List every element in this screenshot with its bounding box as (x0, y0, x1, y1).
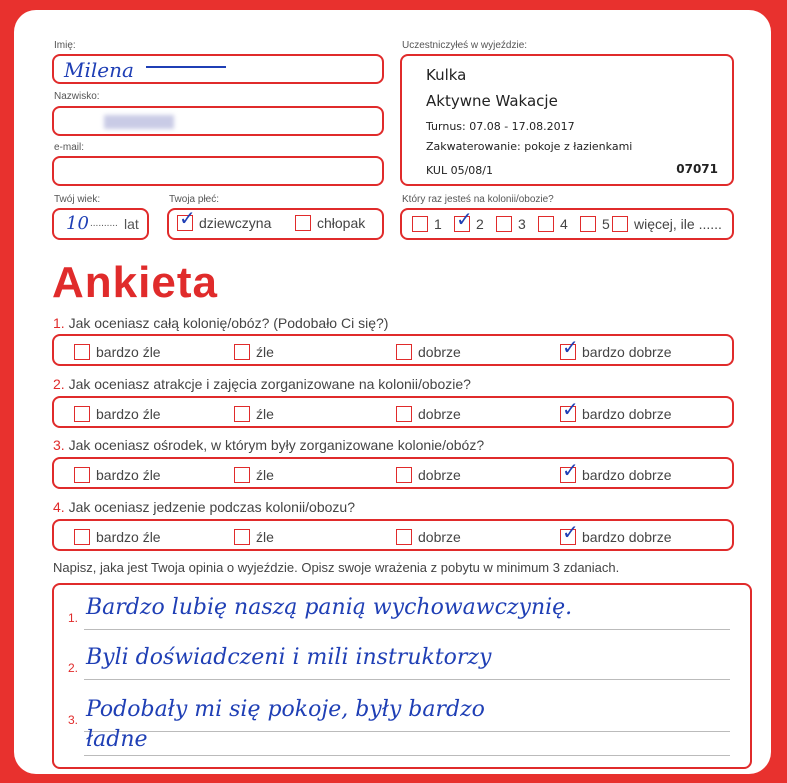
blurred-surname (104, 115, 174, 129)
rating-option[interactable] (396, 467, 461, 483)
times-option-more[interactable] (612, 216, 722, 232)
rating-label: dobrze (418, 406, 461, 422)
trip-label: Uczestniczyłeś w wyjeździe: (402, 40, 528, 51)
times-option-4[interactable] (538, 216, 568, 232)
trip-code: KUL 05/08/1 (426, 164, 493, 177)
times-label-2: 2 (476, 216, 484, 232)
opinion-line-1: Bardzo lubię naszą panią wychowawczynię. (86, 595, 573, 620)
question-text: Jak oceniasz atrakcje i zajęcia zorganizowane na kolonii/obozie? (68, 376, 471, 392)
name-value: Milena (64, 58, 134, 82)
rating-checkbox[interactable] (234, 406, 250, 422)
rating-option[interactable] (74, 467, 161, 483)
gender-female-label: dziewczyna (199, 215, 272, 231)
rating-row-3 (52, 457, 734, 489)
trip-box (400, 54, 734, 186)
check-mark-icon: ✓ (179, 206, 196, 230)
email-field[interactable] (52, 156, 384, 186)
gender-option-female[interactable] (177, 206, 272, 231)
rating-option[interactable] (234, 529, 274, 545)
age-unit: lat (124, 216, 139, 232)
check-mark-icon: ✓ (562, 458, 579, 482)
times-label: Który raz jesteś na kolonii/obozie? (402, 194, 554, 205)
line-number: 2. (68, 661, 79, 675)
rating-option[interactable] (74, 344, 161, 360)
rating-checkbox[interactable] (234, 467, 250, 483)
rating-option[interactable] (560, 335, 672, 360)
question-number: 4. (53, 499, 65, 515)
checkbox-male[interactable] (295, 215, 311, 231)
ruled-line (84, 755, 730, 756)
checkbox-female[interactable] (177, 206, 196, 231)
age-label: Twój wiek: (54, 194, 101, 205)
opinion-line-4: ładne (86, 727, 148, 752)
ruled-line (84, 629, 730, 630)
times-option-3[interactable] (496, 216, 526, 232)
surname-label: Nazwisko: (54, 91, 100, 102)
rating-label: bardzo źle (96, 467, 161, 483)
question-number: 2. (53, 376, 65, 392)
trip-accommodation: Zakwaterowanie: pokoje z łazienkami (426, 140, 633, 153)
name-label: Imię: (54, 40, 76, 51)
rating-option[interactable] (396, 406, 461, 422)
name-field[interactable] (52, 54, 384, 84)
rating-checkbox[interactable] (560, 458, 579, 483)
rating-label: bardzo dobrze (582, 529, 672, 545)
trip-program: Aktywne Wakacje (426, 92, 558, 110)
rating-checkbox[interactable] (560, 397, 579, 422)
times-label-4: 4 (560, 216, 568, 232)
rating-checkbox[interactable] (74, 406, 90, 422)
question-text: Jak oceniasz ośrodek, w którym były zorganizowane kolonie/obóz? (68, 437, 485, 453)
question-text: Jak oceniasz całą kolonię/obóz? (Podobało Ci się?) (68, 315, 389, 331)
rating-checkbox[interactable] (234, 344, 250, 360)
rating-option[interactable] (560, 458, 672, 483)
check-mark-icon: ✓ (562, 335, 579, 359)
times-label-1: 1 (434, 216, 442, 232)
rating-label: bardzo źle (96, 344, 161, 360)
rating-checkbox[interactable] (560, 335, 579, 360)
rating-checkbox[interactable] (74, 467, 90, 483)
age-dots: .......... (90, 218, 118, 229)
times-option-2[interactable] (454, 207, 484, 232)
trip-turnus: Turnus: 07.08 - 17.08.2017 (426, 120, 575, 133)
rating-checkbox[interactable] (396, 467, 412, 483)
rating-option[interactable] (396, 529, 461, 545)
rating-row-1 (52, 334, 734, 366)
ruled-line (84, 731, 730, 732)
times-field (400, 208, 734, 240)
rating-label: źle (256, 406, 274, 422)
question-2 (53, 376, 471, 392)
check-mark-icon: ✓ (562, 520, 579, 544)
times-label-3: 3 (518, 216, 526, 232)
times-checkbox-2[interactable] (454, 207, 473, 232)
rating-option[interactable] (74, 406, 161, 422)
times-option-1[interactable] (412, 216, 442, 232)
rating-option[interactable] (560, 520, 672, 545)
rating-label: bardzo dobrze (582, 467, 672, 483)
crossed-out-scribble (146, 66, 226, 68)
line-number: 1. (68, 611, 79, 625)
rating-row-4 (52, 519, 734, 551)
rating-label: źle (256, 529, 274, 545)
rating-option[interactable] (560, 397, 672, 422)
rating-option[interactable] (74, 529, 161, 545)
rating-checkbox[interactable] (396, 406, 412, 422)
rating-checkbox[interactable] (560, 520, 579, 545)
opinion-line-2: Byli doświadczeni i mili instruktorzy (86, 645, 492, 670)
age-field[interactable] (52, 208, 149, 240)
check-mark-icon: ✓ (456, 207, 473, 231)
ruled-line (84, 679, 730, 680)
gender-field (167, 208, 384, 240)
rating-label: dobrze (418, 344, 461, 360)
gender-male-label: chłopak (317, 215, 366, 231)
age-value: 10 (66, 213, 89, 234)
rating-label: źle (256, 344, 274, 360)
question-1 (53, 315, 388, 331)
rating-option[interactable] (396, 344, 461, 360)
rating-option[interactable] (234, 467, 274, 483)
opinion-box[interactable] (52, 583, 752, 769)
question-3 (53, 437, 484, 453)
rating-label: dobrze (418, 529, 461, 545)
times-checkbox-5[interactable] (580, 216, 596, 232)
rating-label: bardzo źle (96, 406, 161, 422)
email-label: e-mail: (54, 142, 85, 153)
survey-sheet (14, 10, 771, 774)
rating-checkbox[interactable] (396, 529, 412, 545)
rating-label: bardzo dobrze (582, 406, 672, 422)
times-checkbox-more[interactable] (612, 216, 628, 232)
times-checkbox-1[interactable] (412, 216, 428, 232)
rating-checkbox[interactable] (396, 344, 412, 360)
survey-title: Ankieta (52, 258, 218, 307)
rating-label: źle (256, 467, 274, 483)
line-number: 3. (68, 713, 79, 727)
rating-label: bardzo dobrze (582, 344, 672, 360)
rating-label: bardzo źle (96, 529, 161, 545)
opinion-prompt: Napisz, jaka jest Twoja opinia o wyjeździe. Opisz swoje wrażenia z pobytu w minimum 3 zdaniach. (53, 560, 620, 575)
opinion-line-3: Podobały mi się pokoje, były bardzo (86, 697, 485, 722)
rating-label: dobrze (418, 467, 461, 483)
rating-option[interactable] (234, 406, 274, 422)
rating-row-2 (52, 396, 734, 428)
rating-checkbox[interactable] (74, 529, 90, 545)
rating-checkbox[interactable] (74, 344, 90, 360)
times-label-5: 5 (602, 216, 610, 232)
question-number: 1. (53, 315, 65, 331)
times-option-5[interactable] (580, 216, 610, 232)
question-number: 3. (53, 437, 65, 453)
surname-field[interactable] (52, 106, 384, 136)
trip-name: Kulka (426, 66, 467, 84)
gender-label: Twoja płeć: (169, 194, 220, 205)
trip-number: 07071 (676, 162, 718, 176)
gender-option-male[interactable] (295, 215, 365, 231)
question-text: Jak oceniasz jedzenie podczas kolonii/obozu? (68, 499, 355, 515)
check-mark-icon: ✓ (562, 397, 579, 421)
times-checkbox-4[interactable] (538, 216, 554, 232)
times-label-more: więcej, ile ...... (634, 216, 722, 232)
times-checkbox-3[interactable] (496, 216, 512, 232)
rating-checkbox[interactable] (234, 529, 250, 545)
rating-option[interactable] (234, 344, 274, 360)
question-4 (53, 499, 355, 515)
